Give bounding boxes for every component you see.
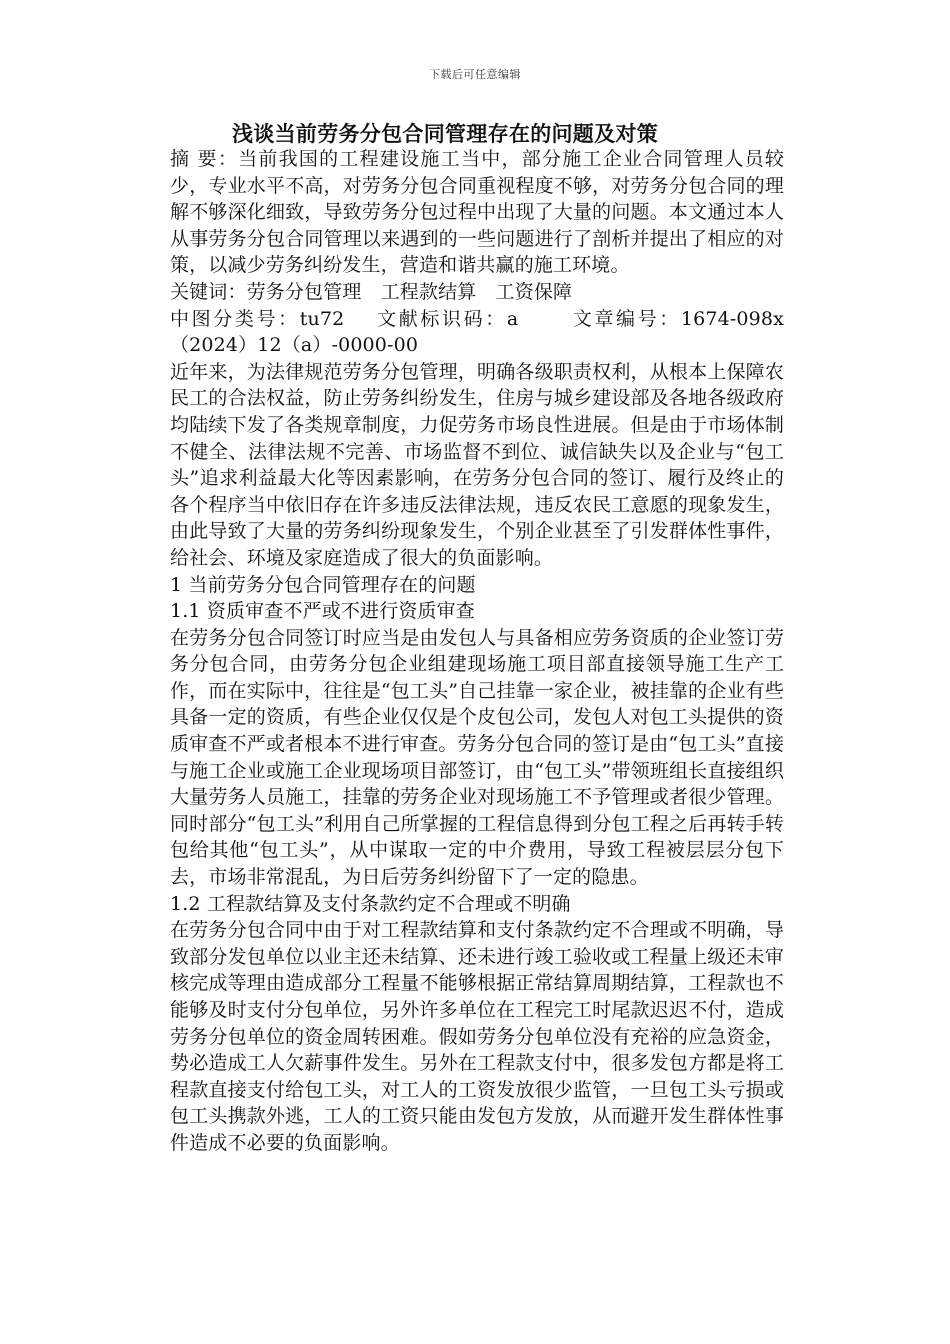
section-1-2-paragraph: 在劳务分包合同中由于对工程款结算和支付条款约定不合理或不明确，导致部分发包单位以业主还未结算、还未进行竣工验收或工程量上级还未审核完成等理由造成部分工程量不能够根据正常结算周期结算，工程款也不能够及时支付分包单位，另外许多单位在工程完工时尾款迟迟不付，造成劳务分包单位的资金周转困难。假如劳务分包单位没有充裕的应急资金，势必造成工人欠薪事件发生。另外在工程款支付中，很多发包方都是将工程款直接支付给包工头，对工人的工资发放很少监管，一旦包工头亏损或包工头携款外逃，工人的工资只能由发包方发放，从而避开发生群体性事件造成不必要的负面影响。 xyxy=(170,919,784,1154)
section-1-1-heading: 1.1 资质审查不严或不进行资质审查 xyxy=(170,600,475,623)
keywords-line: 关键词：劳务分包管理 工程款结算 工资保障 xyxy=(170,280,573,303)
abstract-paragraph: 摘 要：当前我国的工程建设施工当中，部分施工企业合同管理人员较少，专业水平不高，对劳务分包合同重视程度不够，对劳务分包合同的理解不够深化细致，导致劳务分包过程中出现了大量的问题。本文通过本人从事劳务分包合同管理以来遇到的一些问题进行了剖析并提出了相应的对策，以减少劳务纠纷发生，营造和谐共赢的施工环境。 xyxy=(170,148,784,277)
intro-paragraph: 近年来，为法律规范劳务分包管理，明确各级职责权利，从根本上保障农民工的合法权益，防止劳务纠纷发生，住房与城乡建设部及各地各级政府均陆续下发了各类规章制度，力促劳务市场良性进展。但是由于市场体制不健全、法律法规不完善、市场监督不到位、诚信缺失以及企业与“包工头”追求利益最大化等因素影响，在劳务分包合同的签订、履行及终止的各个程序当中依旧存在许多违反法律法规，违反农民工意愿的现象发生，由此导致了大量的劳务纠纷现象发生，个别企业甚至了引发群体性事件，给社会、环境及家庭造成了很大的负面影响。 xyxy=(170,360,784,569)
page-header: 下载后可任意编辑 xyxy=(429,68,521,81)
section-1-2-heading: 1.2 工程款结算及支付条款约定不合理或不明确 xyxy=(170,892,571,915)
article-title: 浅谈当前劳务分包合同管理存在的问题及对策 xyxy=(232,121,658,146)
section-1-1-paragraph: 在劳务分包合同签订时应当是由发包人与具备相应劳务资质的企业签订劳务分包合同，由劳务分包企业组建现场施工项目部直接领导施工生产工作，而在实际中，往往是“包工头”自己挂靠一家企业，被挂靠的企业有些具备一定的资质，有些企业仅仅是个皮包公司，发包人对包工头提供的资质审查不严或者根本不进行审查。劳务分包合同的签订是由“包工头”直接与施工企业或施工企业现场项目部签订，由“包工头”带领班组长直接组织大量劳务人员施工，挂靠的劳务企业对现场施工不予管理或者很少管理。同时部分“包工头”利用自己所掌握的工程信息得到分包工程之后再转手转包给其他“包工头”，从中谋取一定的中介费用，导致工程被层层分包下去，市场非常混乱，为日后劳务纠纷留下了一定的隐患。 xyxy=(170,626,784,889)
section-1-heading: 1 当前劳务分包合同管理存在的问题 xyxy=(170,573,476,596)
classification-line: 中图分类号：tu72 文献标识码：a 文章编号：1674-098x（2024）12（a）-0000-00 xyxy=(170,307,784,357)
article-body xyxy=(170,146,784,1157)
